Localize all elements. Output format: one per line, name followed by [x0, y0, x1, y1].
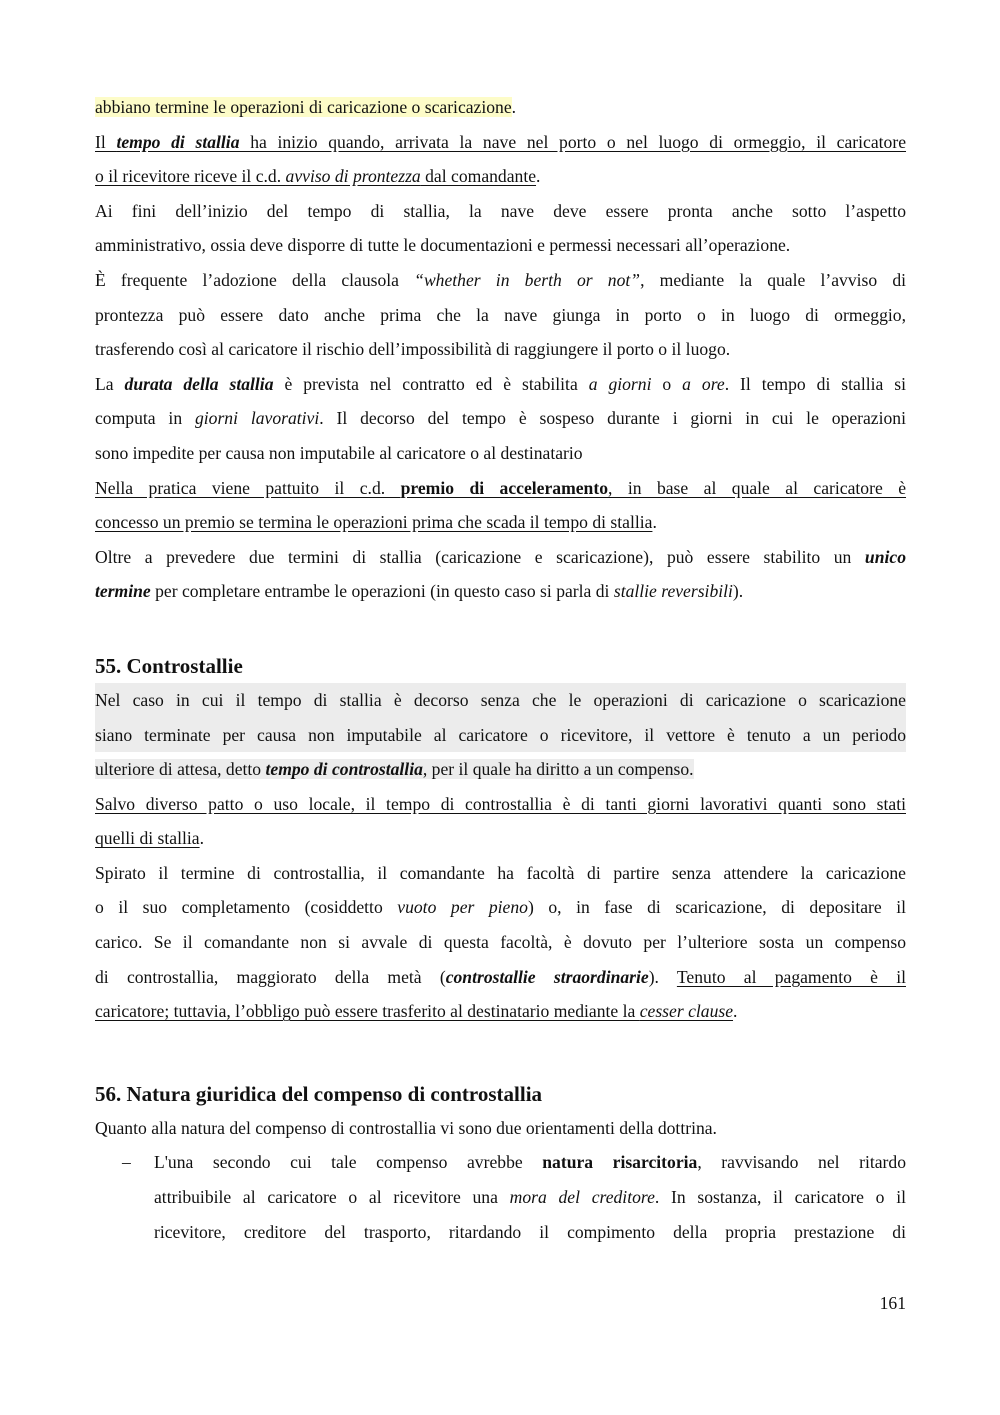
document-page: [95, 90, 906, 1249]
text-line: termine per completare entrambe le operazioni (in questo caso si parla di stallie reversibili).: [95, 581, 744, 602]
text-line: Quanto alla natura del compenso di controstallia vi sono due orientamenti della dottrina.: [95, 1117, 717, 1138]
text-line: trasferendo così al caricatore il rischio dell’impossibilità di raggiungere il porto o il luogo.: [95, 339, 731, 360]
list-item: [95, 1145, 906, 1249]
section-heading: 55. Controstallie: [95, 653, 243, 678]
text-line: computa in giorni lavorativi. Il decorso del tempo è sospeso durante i giorni in cui le operazioni: [95, 408, 906, 429]
text-line: caricatore; tuttavia, l’obbligo può essere trasferito al destinatario mediante la cesser clause.: [95, 1001, 738, 1022]
text-line: Oltre a prevedere due termini di stallia (caricazione e scaricazione), può essere stabilito un unico: [95, 546, 906, 567]
text-line: sono impedite per causa non imputabile al caricatore o al destinatario: [95, 442, 583, 463]
page-number: 161: [879, 1293, 906, 1313]
text-line: concesso un premio se termina le operazioni prima che scada il tempo di stallia.: [95, 512, 657, 533]
text-line: È frequente l’adozione della clausola “whether in berth or not”, mediante la quale l’avviso di: [95, 269, 907, 290]
text-line: prontezza può essere dato anche prima che la nave giunga in porto o in luogo di ormeggio,: [95, 304, 906, 325]
list-dash: –: [122, 1152, 131, 1173]
section-heading: 56. Natura giuridica del compenso di controstallia: [95, 1081, 543, 1106]
text-line: o il suo completamento (cosiddetto vuoto per pieno) o, in fase di scaricazione, di depositare il: [95, 897, 907, 918]
text-line: o il ricevitore riceve il c.d. avviso di prontezza dal comandante.: [95, 166, 541, 187]
text-line: La durata della stallia è prevista nel contratto ed è stabilita a giorni o a ore. Il tempo di stallia si: [95, 373, 906, 394]
text-line: Ai fini dell’inizio del tempo di stallia, la nave deve essere pronta anche sotto l’aspetto: [95, 200, 906, 221]
text-line: quelli di stallia.: [95, 828, 204, 849]
text-line: di controstallia, maggiorato della metà (controstallie straordinarie). Tenuto al pagamento è il: [95, 966, 906, 987]
text-line: Salvo diverso patto o uso locale, il tempo di controstallia è di tanti giorni lavorativi quanti sono stati: [95, 793, 906, 814]
text-line: Il tempo di stallia ha inizio quando, arrivata la nave nel porto o nel luogo di ormeggio, il caricatore: [95, 131, 907, 152]
text-line: amministrativo, ossia deve disporre di tutte le documentazioni e permessi necessari all’operazione.: [95, 235, 791, 256]
text-line: carico. Se il comandante non si avvale di questa facoltà, è dovuto per l’ulteriore sosta un compenso: [95, 932, 906, 953]
text-line: ricevitore, creditore del trasporto, ritardando il compimento della propria prestazione di: [154, 1221, 906, 1242]
text-line: siano terminate per causa non imputabile al caricatore o ricevitore, il vettore è tenuto a un periodo: [95, 718, 906, 753]
text-line: attribuibile al caricatore o al ricevitore una mora del creditore. In sostanza, il caricatore o il: [154, 1187, 906, 1208]
text-line: Spirato il termine di controstallia, il comandante ha facoltà di partire senza attendere la caricazione: [95, 862, 906, 883]
text-line: L'una secondo cui tale compenso avrebbe natura risarcitoria, ravvisando nel ritardo: [154, 1152, 906, 1173]
text-line: abbiano termine le operazioni di caricazione o scaricazione.: [95, 97, 517, 117]
text-line: Nel caso in cui il tempo di stallia è decorso senza che le operazioni di caricazione o scaricazione: [95, 683, 906, 718]
text-line: ulteriore di attesa, detto tempo di controstallia, per il quale ha diritto a un compenso.: [95, 759, 694, 780]
text-line: Nella pratica viene pattuito il c.d. premio di acceleramento, in base al quale al caricatore è: [95, 477, 907, 498]
